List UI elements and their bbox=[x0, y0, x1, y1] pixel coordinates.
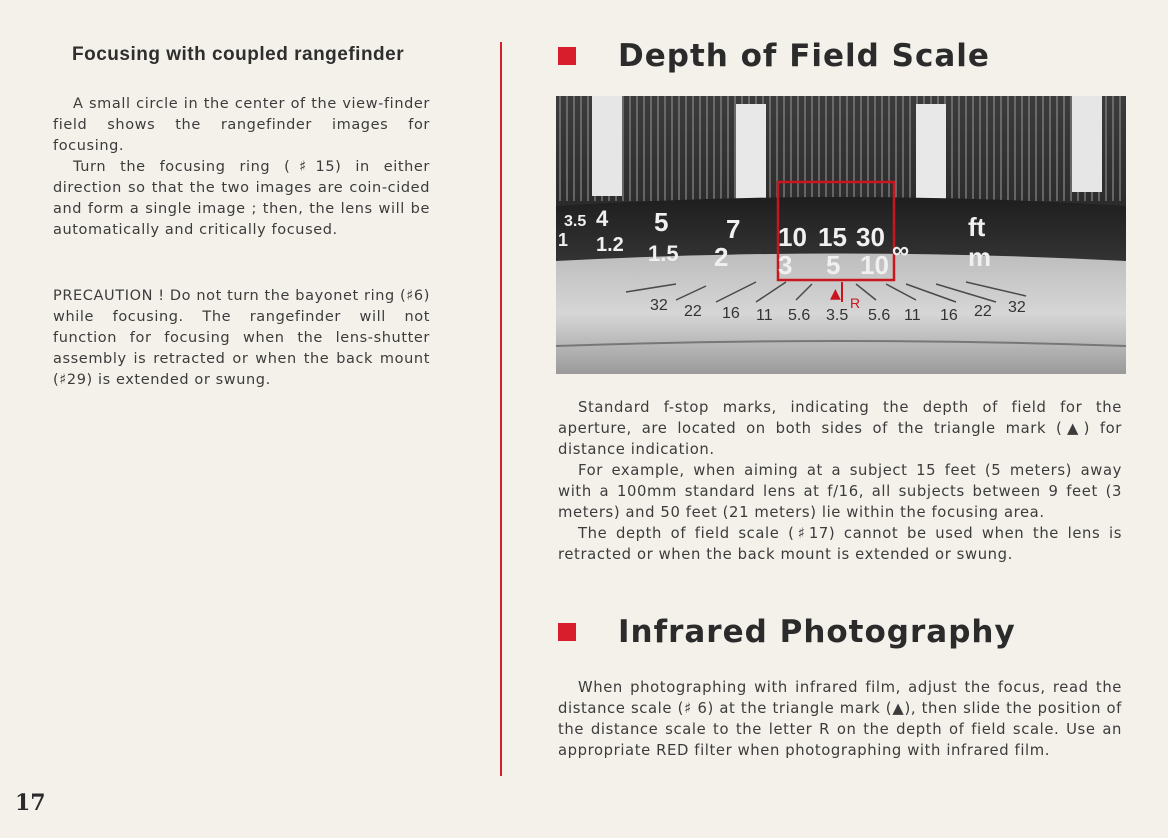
depth-paragraph-2: For example, when aiming at a subject 15 feet (5 meters) away with a 100mm standard lens at f/16, all subjects between 9 feet (3 meters) and 50 feet (21 meters) lie within the focusing area. bbox=[558, 462, 1122, 521]
depth-of-field-title: Depth of Field Scale bbox=[618, 38, 990, 74]
infrared-paragraph-1: When photographing with infrared film, adjust the focus, read the distance scale (♯ 6) at the triangle mark (▲), then slide the position of the distance scale to the letter R on the depth of field scale. Use an appropriate RED filter when photographing with infrared film. bbox=[558, 679, 1122, 759]
scale-feet-5: 5 bbox=[654, 207, 669, 237]
scale-meter-1: 1 bbox=[558, 230, 569, 250]
fstop-right-11: 11 bbox=[904, 307, 921, 324]
fstop-left-32: 32 bbox=[650, 297, 668, 314]
depth-of-field-text bbox=[558, 397, 1122, 565]
fstop-right-22: 22 bbox=[974, 303, 992, 320]
section-heading-rangefinder: Focusing with coupled rangefinder bbox=[72, 44, 405, 65]
fstop-left-3.5: 3.5 bbox=[826, 307, 849, 324]
scale-feet-30: 30 bbox=[856, 222, 885, 252]
scale-meter-1.2: 1.2 bbox=[596, 234, 624, 256]
fstop-right-32: 32 bbox=[1008, 299, 1026, 316]
section-heading-depth-of-field bbox=[558, 38, 990, 74]
section-heading-infrared bbox=[558, 614, 1016, 650]
scale-meter-1.5: 1.5 bbox=[648, 241, 679, 266]
scale-meter-2: 2 bbox=[714, 242, 729, 272]
fstop-left-5.6: 5.6 bbox=[788, 307, 811, 324]
fstop-right-5.6: 5.6 bbox=[868, 307, 891, 324]
rangefinder-paragraph-1: A small circle in the center of the view-finder field shows the rangefinder images for focusing. bbox=[53, 96, 430, 154]
fstop-right-16: 16 bbox=[940, 307, 958, 324]
fstop-left-22: 22 bbox=[684, 303, 702, 320]
scale-meter-5: 5 bbox=[826, 250, 841, 280]
infrared-text bbox=[558, 677, 1122, 761]
rangefinder-text bbox=[53, 94, 430, 241]
infrared-title: Infrared Photography bbox=[618, 614, 1016, 650]
triangle-index-mark-icon: ▲ bbox=[830, 286, 841, 302]
red-square-bullet-icon bbox=[558, 47, 576, 65]
red-square-bullet-icon bbox=[558, 623, 576, 641]
scale-feet-unit: ft bbox=[968, 212, 986, 242]
infrared-r-mark: R bbox=[850, 295, 861, 311]
fstop-left-16: 16 bbox=[722, 305, 740, 322]
scale-feet-4: 4 bbox=[596, 206, 609, 231]
fstop-left-11: 11 bbox=[756, 307, 773, 324]
lens-scale-photo bbox=[556, 96, 1126, 374]
scale-meter-10: 10 bbox=[860, 250, 889, 280]
scale-meter-3: 3 bbox=[778, 250, 793, 280]
scale-feet-10: 10 bbox=[778, 222, 807, 252]
column-divider bbox=[500, 42, 502, 776]
rangefinder-paragraph-2: Turn the focusing ring (♯15) in either direction so that the two images are coin-cided and form a single image ; then, the lens will be automatically and critically focused. bbox=[53, 159, 430, 238]
page-number: 17 bbox=[15, 790, 46, 816]
precaution-text bbox=[53, 286, 430, 391]
scale-feet-7: 7 bbox=[726, 214, 741, 244]
scale-feet-15: 15 bbox=[818, 222, 847, 252]
scale-meter-unit: m bbox=[968, 242, 992, 272]
depth-paragraph-1: Standard f-stop marks, indicating the depth of field for the aperture, are located on both sides of the triangle mark (▲) for distance indication. bbox=[558, 399, 1122, 458]
scale-feet-3.5: 3.5 bbox=[564, 213, 587, 230]
lens-barrel-illustration bbox=[556, 96, 1126, 374]
precaution-paragraph: PRECAUTION ! Do not turn the bayonet ring (♯6) while focusing. The rangefinder will not function for focusing when the lens-shutter assembly is retracted or when the back mount (♯29) is extended or swung. bbox=[53, 288, 430, 388]
depth-paragraph-3: The depth of field scale (♯17) cannot be used when the lens is retracted or when the back mount is extended or swung. bbox=[558, 525, 1122, 563]
scale-feet-infinity: ∞ bbox=[892, 237, 910, 264]
